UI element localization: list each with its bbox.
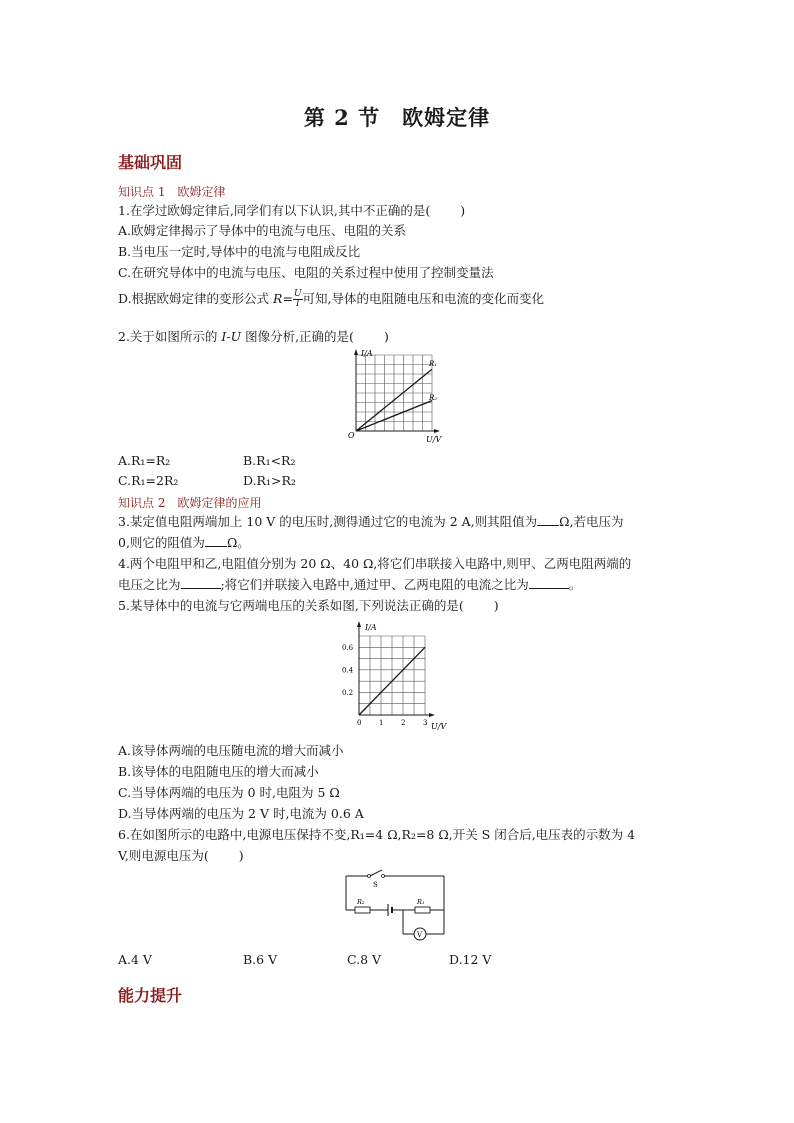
iu-graph-1-label-r1: R₁ [429,360,438,368]
switch-label: S [373,881,378,889]
iu-graph-1-x-arrow [434,429,440,433]
q1-d-den: I [295,299,300,309]
q6-option-b: B.6 V [243,952,278,967]
q1-option-c: C.在研究导体中的电流与电压、电阻的关系过程中使用了控制变量法 [118,265,494,280]
q2-stem-post: 图像分析,正确的是( [241,329,354,344]
q3-part2: Ω,若电压为 [559,514,624,529]
q2-stem-iu: I-U [221,329,242,344]
iu-graph-1-y-label: I/A [361,349,373,358]
q2-option-c: C.R₁=2R₂ [118,473,179,488]
q4-blank-2[interactable] [529,576,569,589]
iu-graph-1 [338,346,448,446]
iu-graph-1-x-label: U/V [426,435,442,444]
q4-line-2 [118,576,581,593]
q5-option-d: D.当导体两端的电压为 2 V 时,电流为 0.6 A [118,806,364,821]
q6-option-a: A.4 V [118,952,152,967]
q1-stem [118,202,465,219]
q5-option-b: B.该导体的电阻随电压的增大而减小 [118,764,319,779]
q6-option-c: C.8 V [347,952,382,967]
q6-line2-pre: V,则电源电压为( [118,848,209,863]
q1-d-post: 可知,导体的电阻随电压和电流的变化而变化 [302,291,545,306]
q3-line-1 [118,513,624,530]
q2-stem-end: ) [383,329,389,344]
q3-line-2 [118,534,250,551]
iu-graph-1-label-r2: R₂ [429,394,438,402]
circuit-diagram [340,866,450,946]
iu-graph-1-origin: O [348,431,355,440]
q6-option-d: D.12 V [449,952,492,967]
q1-d-fraction [293,290,303,309]
knowledge-point-2: 知识点 2 欧姆定律的应用 [118,496,262,510]
iu-graph-2-x-label: U/V [431,722,447,731]
q3-blank-1[interactable] [537,513,559,526]
switch-blade [370,870,382,876]
q2-option-b: B.R₁<R₂ [243,453,296,468]
q1-stem-text: 1.在学过欧姆定律后,同学们有以下认识,其中不正确的是( [118,203,431,218]
q4-part2: 电压之比为 [118,577,181,592]
q6-line-2 [118,847,244,864]
resistor-r2-label: R₂ [357,898,365,906]
q6-line2-end: ) [238,848,244,863]
iu-graph-2-x-arrow [429,713,435,717]
iu-graph-2-ytick: 0.2 [342,688,354,697]
page-title: 第 2 节 欧姆定律 [303,105,491,130]
iu-graph-1-y-arrow [354,349,358,355]
iu-graph-2-xtick: 2 [401,719,406,727]
q1-stem-end: ) [460,203,466,218]
q5-option-a: A.该导体两端的电压随电流的增大而减小 [118,743,344,758]
q2-option-d: D.R₁>R₂ [243,473,296,488]
resistor-r1 [415,907,430,913]
section-advanced: 能力提升 [118,986,183,1005]
q2-stem [118,328,389,345]
knowledge-point-1: 知识点 1 欧姆定律 [118,185,226,199]
q5-stem [118,597,499,614]
q5-stem-text: 5.某导体中的电流与它两端电压的关系如图,下列说法正确的是( [118,598,464,613]
q3-part4: Ω。 [226,535,250,550]
q5-stem-end: ) [493,598,499,613]
iu-graph-1-grid [356,355,432,431]
q1-d-pre: D.根据欧姆定律的变形公式 [118,291,274,306]
q1-option-b: B.当电压一定时,导体中的电流与电阻成反比 [118,244,361,259]
section-basic: 基础巩固 [118,153,183,172]
q6-line-1: 6.在如图所示的电路中,电源电压保持不变,R₁=4 Ω,R₂=8 Ω,开关 S 闭合后,电压表的示数为 4 [118,827,636,842]
iu-graph-2 [336,618,454,734]
q3-blank-2[interactable] [205,534,227,547]
q1-d-eq: = [282,291,293,306]
q1-option-a: A.欧姆定律揭示了导体中的电流与电压、电阻的关系 [118,223,407,238]
iu-graph-2-xtick: 1 [379,719,384,727]
resistor-r1-label: R₁ [417,898,425,906]
q4-line-1: 4.两个电阻甲和乙,电阻值分别为 20 Ω、40 Ω,将它们串联接入电路中,则甲、乙两电阻两端的 [118,556,632,571]
q1-d-r: R [273,291,283,306]
iu-graph-2-xtick: 0 [357,719,362,727]
voltmeter-label: V [417,931,423,939]
iu-graph-2-xtick: 3 [423,719,428,727]
resistor-r2 [355,907,370,913]
q4-part3: ;将它们并联接入电路中,通过甲、乙两电阻的电流之比为 [220,577,529,592]
q4-blank-1[interactable] [181,576,221,589]
iu-graph-2-ytick: 0.6 [342,643,354,652]
iu-graph-2-y-label: I/A [365,623,377,632]
q3-part3: 0,则它的阻值为 [118,535,205,550]
q3-part1: 3.某定值电阻两端加上 10 V 的电压时,测得通过它的电流为 2 A,则其阻值为 [118,514,538,529]
q5-option-c: C.当导体两端的电压为 0 时,电阻为 5 Ω [118,785,340,800]
iu-graph-2-grid [359,636,425,715]
iu-graph-2-ytick: 0.4 [342,666,354,675]
q1-option-d [118,290,544,309]
q4-part4: 。 [568,577,582,592]
q2-stem-pre: 2.关于如图所示的 [118,329,222,344]
q1-d-num: U [293,289,302,299]
q2-option-a: A.R₁=R₂ [118,453,171,468]
iu-graph-2-y-arrow [357,621,361,627]
